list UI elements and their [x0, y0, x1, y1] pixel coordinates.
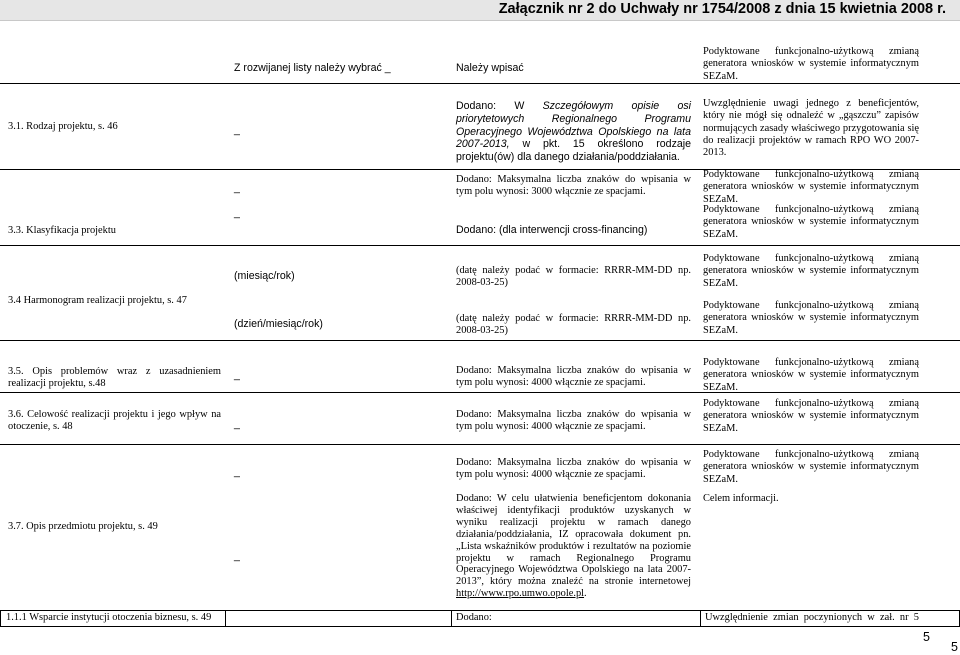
description-3-1	[456, 100, 691, 164]
table-rule	[0, 340, 960, 341]
select-placeholder: _	[234, 182, 240, 194]
description-italic: Szczegółowym opisie osi priorytetowych Regionalnego Programu Operacyjnego Województwa Opolskiego na lata 2007-2013,	[456, 100, 691, 151]
reason-3-4-b: Podyktowane funkcjonalno-użytkową zmianą generatora wniosków w systemie informatycznym SEZaM.	[703, 300, 919, 336]
description-lead: Dodano: W	[456, 100, 543, 112]
table-rule	[0, 83, 960, 84]
select-placeholder: _	[234, 124, 240, 136]
column-header-select: Z rozwijanej listy należy wybrać _	[234, 62, 391, 74]
description-1-1-1: Dodano:	[456, 612, 492, 623]
row-name-3-7: 3.7. Opis przedmiotu projektu, s. 49	[8, 521, 158, 532]
description-rest: w pkt. 15 określono rodzaje projektu(ów) dla danego działania/poddziałania.	[456, 138, 691, 164]
row-name-3-3: 3.3. Klasyfikacja projektu	[8, 225, 116, 236]
column-header-enter: Należy wpisać	[456, 62, 524, 74]
reason-3-1: Uwzględnienie uwagi jednego z beneficjentów, który nie mógł się odnaleźć w „gąszczu” zapisów normujących zasady właściwego przygotowania się do realizacji projektów w ramach RPO WO 2007-2013.	[703, 98, 919, 159]
description-text: Dodano: W celu ułatwienia beneficjentom dokonania właściwej identyfikacji produktów uzyskanych w wyniku realizacji projektu w ramach danego działania/poddziałania, IZ opracowała dokument pn. „Lista wskaźników produktów i rezultatów na poziomie projektu w ramach Regionalnego Programu Operacyjnego Województwa Opolskiego na lata 2007-2013”, który można znaleźć na stronie internetowej	[456, 493, 691, 588]
description-3-5: Dodano: Maksymalna liczba znaków do wpisania w tym polu wynosi: 4000 włącznie ze spacjami.	[456, 365, 691, 389]
rpo-website-link[interactable]: http://www.rpo.umwo.opole.pl	[456, 588, 585, 600]
row-name-3-1: 3.1. Rodzaj projektu, s. 46	[8, 121, 118, 132]
column-header-reason: Podyktowane funkcjonalno-użytkową zmianą generatora wniosków w systemie informatycznym SEZaM.	[703, 46, 919, 82]
description-3-7-b	[456, 493, 691, 600]
description-3-3: Dodano: (dla interwencji cross-financing)	[456, 224, 648, 236]
page-number-outer: 5	[951, 640, 958, 654]
reason-3-6: Podyktowane funkcjonalno-użytkową zmianą generatora wniosków w systemie informatycznym SEZaM.	[703, 398, 919, 434]
select-month-year: (miesiąc/rok)	[234, 270, 295, 282]
table-rule	[451, 610, 452, 626]
document-header	[0, 0, 960, 21]
page-number: 5	[923, 630, 930, 644]
reason-3-7-a: Podyktowane funkcjonalno-użytkową zmianą generatora wniosków w systemie informatycznym SEZaM.	[703, 449, 919, 485]
description-3-6: Dodano: Maksymalna liczba znaków do wpisania w tym polu wynosi: 4000 włącznie ze spacjami.	[456, 409, 691, 433]
select-placeholder: _	[234, 418, 240, 430]
row-name-1-1-1: 1.1.1 Wsparcie instytucji otoczenia biznesu, s. 49	[6, 612, 212, 623]
reason-3-3: Podyktowane funkcjonalno-użytkową zmianą generatora wniosków w systemie informatycznym SEZaM.	[703, 204, 919, 240]
table-rule	[700, 610, 701, 626]
reason-1-1-1: Uwzględnienie zmian poczynionych w zał. nr 5	[705, 612, 919, 623]
table-rule	[0, 610, 1, 626]
header-title: Załącznik nr 2 do Uchwały nr 1754/2008 z dnia 15 kwietnia 2008 r.	[498, 1, 946, 17]
table-rule	[0, 245, 960, 246]
select-day-month-year: (dzień/miesiąc/rok)	[234, 318, 323, 330]
row-name-3-6: 3.6. Celowość realizacji projektu i jego wpływ na otoczenie, s. 48	[8, 409, 221, 433]
row-name-3-4: 3.4 Harmonogram realizacji projektu, s. 47	[8, 295, 187, 306]
description-3-4-b: (datę należy podać w formacie: RRRR-MM-DD np. 2008-03-25)	[456, 313, 691, 337]
table-rule	[0, 626, 960, 627]
description-3-7-a: Dodano: Maksymalna liczba znaków do wpisania w tym polu wynosi: 4000 włącznie ze spacjami.	[456, 457, 691, 481]
description-end: .	[584, 588, 587, 600]
select-placeholder: _	[234, 207, 240, 219]
select-placeholder: _	[234, 550, 240, 562]
reason-3-2: Podyktowane funkcjonalno-użytkową zmianą generatora wniosków w systemie informatycznym SEZaM.	[703, 169, 919, 205]
reason-3-5: Podyktowane funkcjonalno-użytkową zmianą generatora wniosków w systemie informatycznym SEZaM.	[703, 357, 919, 393]
table-rule	[0, 610, 960, 611]
select-placeholder: _	[234, 369, 240, 381]
reason-3-4-a: Podyktowane funkcjonalno-użytkową zmianą generatora wniosków w systemie informatycznym SEZaM.	[703, 253, 919, 289]
description-3-2: Dodano: Maksymalna liczba znaków do wpisania w tym polu wynosi: 3000 włącznie ze spacjami.	[456, 174, 691, 198]
row-name-3-5: 3.5. Opis problemów wraz z uzasadnieniem realizacji projektu, s.48	[8, 366, 221, 390]
table-rule	[0, 444, 960, 445]
description-3-4-a: (datę należy podać w formacie: RRRR-MM-DD np. 2008-03-25)	[456, 265, 691, 289]
select-placeholder: _	[234, 466, 240, 478]
reason-3-7-b: Celem informacji.	[703, 493, 779, 504]
